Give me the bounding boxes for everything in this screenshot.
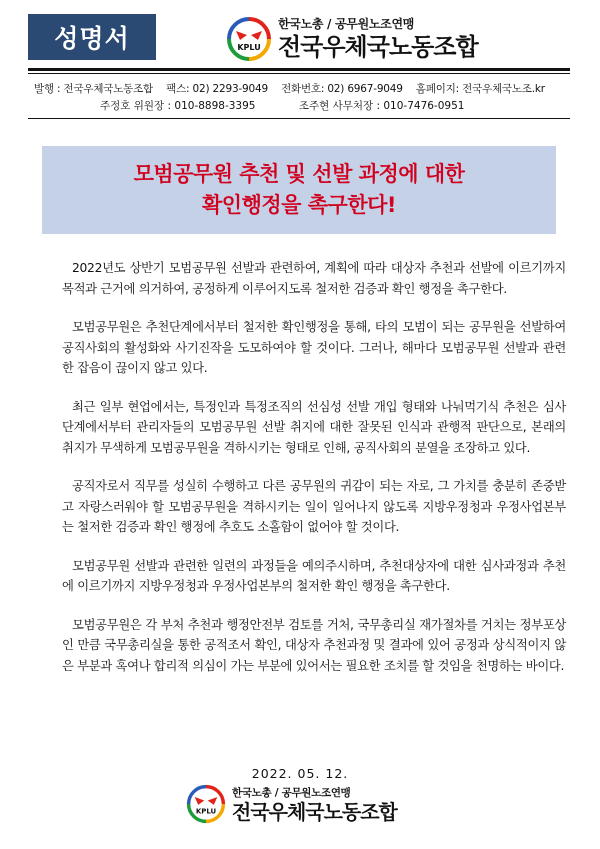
- paragraph: 최근 일부 현업에서는, 특정인과 특정조직의 선심성 선발 개입 형태와 나눠먹기식 추천은 심사단계에서부터 관리자들의 모범공무원 선발 취지에 대한 잘못된 인식과 관행적 판단으로, 본래의 취지가 무색하게 모범공무원을 격하시키는 형태로 인해, 공직사회의 분열을 조장하고 있다.: [62, 399, 566, 455]
- phone: 전화번호: 02) 6967-9049: [281, 83, 403, 95]
- paragraph: 2022년도 상반기 모범공무원 선발과 관련하여, 계획에 따라 대상자 추천과 선발에 이르기까지 목적과 근거에 의거하여, 공정하게 이루어지도록 철저한 검증과 확인 행정을 촉구한다.: [62, 261, 566, 296]
- footer-union-logo: [186, 784, 397, 824]
- paragraph: 모범공무원 선발과 관련한 일련의 과정들을 예의주시하며, 추천대상자에 대한 심사과정과 추천에 이르기까지 지방우정청과 우정사업본부의 철저한 확인 행정을 촉구한다.: [62, 558, 566, 593]
- kplu-logo-icon: [186, 784, 226, 824]
- title-box: [42, 146, 556, 234]
- secretary-contact: 조주현 사무처장 : 010-7476-0951: [298, 100, 465, 112]
- statement-date: 2022. 05. 12.: [251, 766, 349, 781]
- issuer: 발행 : 전국우체국노동조합: [34, 83, 153, 95]
- union-name: 전국우체국노동조합: [278, 33, 478, 61]
- contact-divider: [28, 118, 570, 119]
- union-logo: [226, 15, 478, 62]
- logo-text: KPLU: [195, 807, 217, 816]
- statement-body: [62, 258, 566, 694]
- title-line-1: 모범공무원 추천 및 선발 과정에 대한: [133, 162, 465, 186]
- union-federation: 한국노총 / 공무원노조연맹: [278, 17, 415, 31]
- homepage: 홈페이지: 전국우체국노조.kr: [415, 83, 545, 95]
- contact-line-2: [100, 98, 504, 113]
- paragraph: 모범공무원은 추천단계에서부터 철저한 확인행정을 통해, 타의 모범이 되는 공무원을 선발하여 공직사회의 활성화와 사기진작을 도모하여야 할 것이다. 그러나, 해마다 모범공무원 선발과 관련한 잡음이 끊이지 않고 있다.: [62, 320, 566, 375]
- header-divider: [28, 68, 570, 71]
- committee-contact: 주정호 위원장 : 010-8898-3395: [100, 100, 256, 112]
- title-line-2: 확인행정을 촉구한다!: [202, 193, 396, 217]
- statement-badge: 성명서: [28, 14, 156, 60]
- footer-union-name: 전국우체국노동조합: [232, 799, 397, 824]
- paragraph: 모범공무원은 각 부처 추천과 행정안전부 검토를 거처, 국무총리실 재가절차를 거치는 정부포상인 만큼 국무총리실을 통한 공적조서 확인, 대상자 추천과정 및 결과에 있어 공정과 상식적이지 않은 부분과 혹여나 합리적 의심이 가는 부분에 있어서는 필요한 조치를 할 것임을 천명하는 바이다.: [62, 617, 566, 673]
- header-divider-thin: [28, 73, 570, 74]
- paragraph: 공직자로서 직무를 성실히 수행하고 다른 공무원의 귀감이 되는 자로, 그 가치를 충분히 존중받고 자랑스러워야 할 모범공무원을 격하시키는 일이 일어나지 않도록 지방우정청과 우정사업본부는 철저한 검증과 확인 행정에 추호도 소홀함이 없어야 할 것이다.: [62, 479, 566, 534]
- logo-text: KPLU: [237, 42, 261, 52]
- footer-union-federation: 한국노총 / 공무원노조연맹: [232, 786, 351, 799]
- kplu-logo-icon: [226, 16, 272, 62]
- contact-line-1: [34, 81, 555, 96]
- fax: 팩스: 02) 2293-9049: [166, 83, 268, 95]
